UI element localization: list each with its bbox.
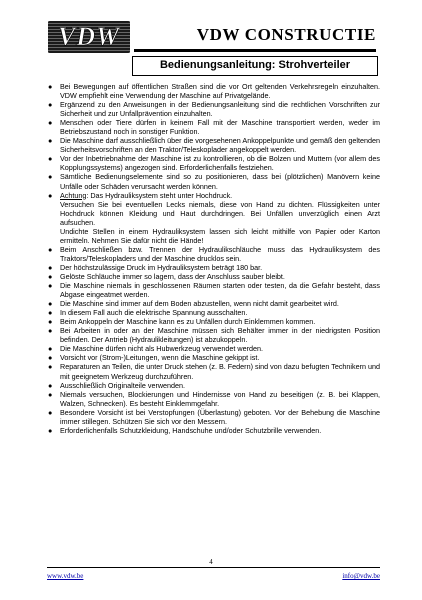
rule-text: Beim Anschließen bzw. Trennen der Hydraulikschläuche muss das Hydrauliksystem des Traktors/Teleskopladers und der Maschine drucklos sein. (60, 244, 380, 263)
bullet-icon: ● (48, 317, 53, 327)
bullet-icon: ● (48, 380, 53, 390)
rule-text: In diesem Fall auch die elektrische Spannung ausschalten. (60, 308, 248, 318)
rule-warning-label: Achtung (60, 190, 87, 200)
bullet-icon: ● (48, 326, 53, 336)
rule-item (47, 390, 380, 408)
bullet-icon: ● (48, 271, 53, 281)
rule-text: Gelöste Schläuche immer so lagern, dass der Anschluss sauber bleibt. (60, 271, 285, 281)
rule-text: Sämtliche Bedienungselemente sind so zu positionieren, dass bei (plötzlichen) Manövern keine Unfälle oder Schäden verursacht werden können. (60, 172, 380, 191)
rule-item (47, 272, 380, 281)
rule-text: Bei Arbeiten in oder an der Maschine müssen sich Behälter immer in der niedrigsten Position befinden. Der Antrieb (Hydraulikleitungen) ist abzukoppeln. (60, 326, 380, 345)
rule-item (47, 326, 380, 344)
rule-item (47, 362, 380, 380)
bullet-icon: ● (48, 362, 53, 372)
bullet-icon: ● (48, 244, 53, 254)
rule-item (47, 191, 380, 245)
bullet-icon: ● (48, 118, 53, 128)
rule-text: Bei Bewegungen auf öffentlichen Straßen sind die vor Ort geltenden Verkehrsregeln einzuhalten. VDW empfiehlt eine Verwendung der Maschine auf Privatgelände. (60, 82, 380, 101)
rule-item (47, 353, 380, 362)
rule-item (47, 136, 380, 154)
rule-item (47, 299, 380, 308)
bullet-icon: ● (48, 425, 53, 435)
rule-item (47, 381, 380, 390)
bullet-icon: ● (48, 100, 53, 110)
footer-divider (47, 567, 380, 568)
rule-text: Die Maschine niemals in geschlossenen Räumen starten oder testen, da die Gefahr besteht, dass Abgase eingeatmet werden. (60, 281, 380, 300)
bullet-icon: ● (48, 262, 53, 272)
bullet-icon: ● (48, 82, 53, 91)
logo-letters: VDW (57, 22, 121, 51)
rule-item (47, 263, 380, 272)
rule-text: Ausschließlich Originalteile verwenden. (60, 380, 186, 390)
rule-item (47, 408, 380, 426)
rule-text: Beim Ankoppeln der Maschine kann es zu Unfällen durch Einklemmen kommen. (60, 317, 316, 327)
rule-item (47, 172, 380, 190)
rule-item (47, 100, 380, 118)
bullet-icon: ● (48, 353, 53, 363)
rule-item (47, 308, 380, 317)
document-title: Bedienungsanleitung: Strohverteiler (132, 56, 378, 76)
bullet-icon: ● (48, 136, 53, 146)
vdw-logo (48, 21, 130, 53)
website-link[interactable]: www.vdw.be (47, 572, 84, 580)
rule-text: Vor der Inbetriebnahme der Maschine ist zu kontrollieren, ob die Bolzen und Muttern (vor allem des Kopplungssystems) angezogen sind. Erforderlichenfalls festziehen. (60, 154, 380, 173)
bullet-icon: ● (48, 172, 53, 182)
rule-text: Ergänzend zu den Anweisungen in der Bedienungsanleitung sind die rechtlichen Vorschriften zur Sicherheit und zur Unfallprävention einzuhalten. (60, 100, 380, 119)
email-link[interactable]: info@vdw.be (342, 572, 380, 580)
rule-text: Die Maschine sind immer auf dem Boden abzustellen, wenn nicht damit gearbeitet wird. (60, 299, 339, 309)
bullet-icon: ● (48, 308, 53, 318)
bullet-icon: ● (48, 154, 53, 164)
page-number: 4 (209, 558, 213, 566)
rule-item (47, 426, 380, 435)
bullet-icon: ● (48, 299, 53, 309)
bullet-icon: ● (48, 190, 53, 200)
rule-item (47, 317, 380, 326)
rule-item (47, 281, 380, 299)
rules-list (47, 82, 380, 435)
company-name: VDW CONSTRUCTIE (134, 23, 376, 52)
bullet-icon: ● (48, 344, 53, 354)
rule-item (47, 82, 380, 100)
rule-text: Niemals versuchen, Blockierungen und Hindernisse von Hand zu beseitigen (z. B. bei Klappen, Walzen, Schnecken). Es besteht Einklemmgefahr. (60, 389, 380, 408)
rule-item (47, 154, 380, 172)
rule-text: Reparaturen an Teilen, die unter Druck stehen (z. B. Federn) sind von dazu befugten Technikern und mit geeignetem Werkzeug durchzuführen. (60, 362, 380, 381)
rule-text: : Das Hydrauliksystem steht unter Hochdruck. Versuchen Sie bei eventuellen Lecks niemals, diese von Hand zu dichten. Flüssigkeiten unter Hochdruck können Kleidung und Haut durchdringen. Bei Unfällen unverzüglich einen Arzt aufsuchen. Undichte Stellen in einem Hydrauliksystem lassen sich leicht mithilfe von Papier oder Karton ermitteln. Nehmen Sie dafür nicht die Hände! (60, 190, 380, 245)
rule-text: Der höchstzulässige Druck im Hydrauliksystem beträgt 180 bar. (60, 262, 263, 272)
rule-text: Vorsicht vor (Strom-)Leitungen, wenn die Maschine gekippt ist. (60, 353, 260, 363)
rule-text: Menschen oder Tiere dürfen in keinem Fall mit der Maschine transportiert werden, weder im Betriebszustand noch in sonstiger Funktion. (60, 118, 380, 137)
bullet-icon: ● (48, 407, 53, 417)
rule-item (47, 245, 380, 263)
rule-text: Erforderlichenfalls Schutzkleidung, Handschuhe und/oder Schutzbrille verwenden. (60, 425, 322, 435)
rule-text: Die Maschine dürfen nicht als Hubwerkzeug verwendet werden. (60, 344, 263, 354)
rule-item (47, 118, 380, 136)
bullet-icon: ● (48, 389, 53, 399)
safety-instructions (47, 82, 380, 435)
rule-text: Besondere Vorsicht ist bei Verstopfungen (Überlastung) geboten. Vor der Behebung die Maschine immer stillegen. Schützen Sie sich vor den Messern. (60, 407, 380, 426)
bullet-icon: ● (48, 281, 53, 291)
rule-item (47, 344, 380, 353)
rule-text: Die Maschine darf ausschließlich über die vorgesehenen Ankoppelpunkte und gemäß den geltenden Sicherheitsvorschriften an den Traktor/Teleskoplader angekoppelt werden. (60, 136, 380, 155)
